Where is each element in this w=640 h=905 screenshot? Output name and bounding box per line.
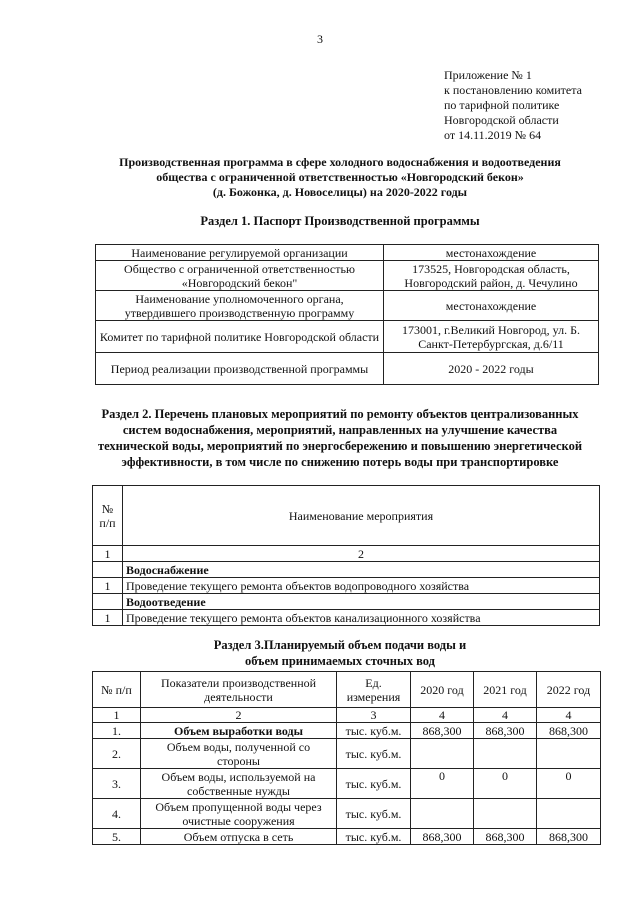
row-num: 1 [93,578,123,594]
passport-cell: местонахождение [384,245,599,261]
section1-heading: Раздел 1. Паспорт Производственной программы [200,214,480,228]
col-header-name: Наименование мероприятия [123,486,600,546]
group-title: Водоснабжение [123,562,600,578]
row-name: Объем пропущенной воды через очистные сооружения [141,799,337,829]
passport-cell: Наименование регулируемой организации [96,245,384,261]
row-num: 4. [93,799,141,829]
row-2022 [537,739,601,769]
num-cell: 1 [93,546,123,562]
table-row [93,829,601,845]
appendix-block [444,68,634,143]
col-header: Ед. измерения [337,672,411,708]
appendix-line: Новгородской области [444,113,559,127]
heading-line: Раздел 2. Перечень плановых мероприятий по ремонту объектов централизованных [101,407,579,421]
table-row [93,723,601,739]
group-spacer [93,594,123,610]
passport-cell: местонахождение [384,291,599,321]
row-num: 3. [93,769,141,799]
passport-cell: Комитет по тарифной политике Новгородской области [96,321,384,353]
row-unit: тыс. куб.м. [337,739,411,769]
passport-cell: Общество с ограниченной ответственностью «Новгородский бекон" [96,261,384,291]
title-line: общества с ограниченной ответственностью «Новгородский бекон» [156,170,524,184]
row-2021 [474,799,537,829]
appendix-line: от 14.11.2019 № 64 [444,128,542,142]
row-2022: 868,300 [537,723,601,739]
col-header-num: № п/п [93,486,123,546]
row-name: Объем воды, полученной со стороны [141,739,337,769]
table-row [93,799,601,829]
row-unit: тыс. куб.м. [337,799,411,829]
volume-table [92,671,601,845]
num-cell: 4 [537,708,601,723]
row-unit: тыс. куб.м. [337,723,411,739]
row-2021: 868,300 [474,723,537,739]
row-2020: 868,300 [411,723,474,739]
heading-line: Раздел 3.Планируемый объем подачи воды и [213,638,467,652]
appendix-line: по тарифной политике [444,98,560,112]
passport-cell: 173001, г.Великий Новгород, ул. Б. Санкт-Петербургская, д.6/11 [384,321,599,353]
row-name: Объем выработки воды [141,723,337,739]
section2-heading [70,406,610,470]
appendix-line: Приложение № 1 [444,68,532,82]
document-title [80,155,600,200]
page-number: 3 [317,32,323,46]
row-name: Объем воды, используемой на собственные нужды [141,769,337,799]
row-2021 [474,739,537,769]
row-2020: 0 [411,769,474,799]
row-num: 1. [93,723,141,739]
row-2021: 0 [474,769,537,799]
row-2020 [411,739,474,769]
row-2020: 868,300 [411,829,474,845]
col-header: 2022 год [537,672,601,708]
heading-line: эффективности, в том числе по снижению потерь воды при транспортировке [121,455,559,469]
num-cell: 2 [123,546,600,562]
table-row [93,769,601,799]
row-unit: тыс. куб.м. [337,769,411,799]
appendix-line: к постановлению комитета [444,83,582,97]
passport-cell: 173525, Новгородская область, Новгородский район, д. Чечулино [384,261,599,291]
num-cell: 3 [337,708,411,723]
num-cell: 2 [141,708,337,723]
passport-cell: Период реализации производственной программы [96,353,384,385]
row-2022 [537,799,601,829]
row-num: 2. [93,739,141,769]
row-name: Объем отпуска в сеть [141,829,337,845]
row-2022: 0 [537,769,601,799]
col-header: 2020 год [411,672,474,708]
passport-cell: Наименование уполномоченного органа, утвердившего производственную программу [96,291,384,321]
heading-line: систем водоснабжения, мероприятий, направленных на улучшение качества [122,423,558,437]
col-header: № п/п [93,672,141,708]
row-2020 [411,799,474,829]
row-num: 5. [93,829,141,845]
num-cell: 1 [93,708,141,723]
table-row [93,739,601,769]
title-line: (д. Божонка, д. Новоселицы) на 2020-2022 годы [212,185,468,199]
activity-text: Проведение текущего ремонта объектов водопроводного хозяйства [123,578,600,594]
heading-line: объем принимаемых сточных вод [244,654,435,668]
activity-text: Проведение текущего ремонта объектов канализационного хозяйства [123,610,600,626]
row-2022: 868,300 [537,829,601,845]
section3-heading [70,637,610,669]
num-cell: 4 [411,708,474,723]
heading-line: технической воды, мероприятий по энергосбережению и повышению энергетической [97,439,583,453]
num-cell: 4 [474,708,537,723]
col-header: Показатели производственной деятельности [141,672,337,708]
passport-cell: 2020 - 2022 годы [384,353,599,385]
col-header: 2021 год [474,672,537,708]
row-2021: 868,300 [474,829,537,845]
group-spacer [93,562,123,578]
row-unit: тыс. куб.м. [337,829,411,845]
activities-table [92,485,600,626]
row-num: 1 [93,610,123,626]
group-title: Водоотведение [123,594,600,610]
title-line: Производственная программа в сфере холодного водоснабжения и водоотведения [119,155,561,169]
passport-table [95,244,599,385]
